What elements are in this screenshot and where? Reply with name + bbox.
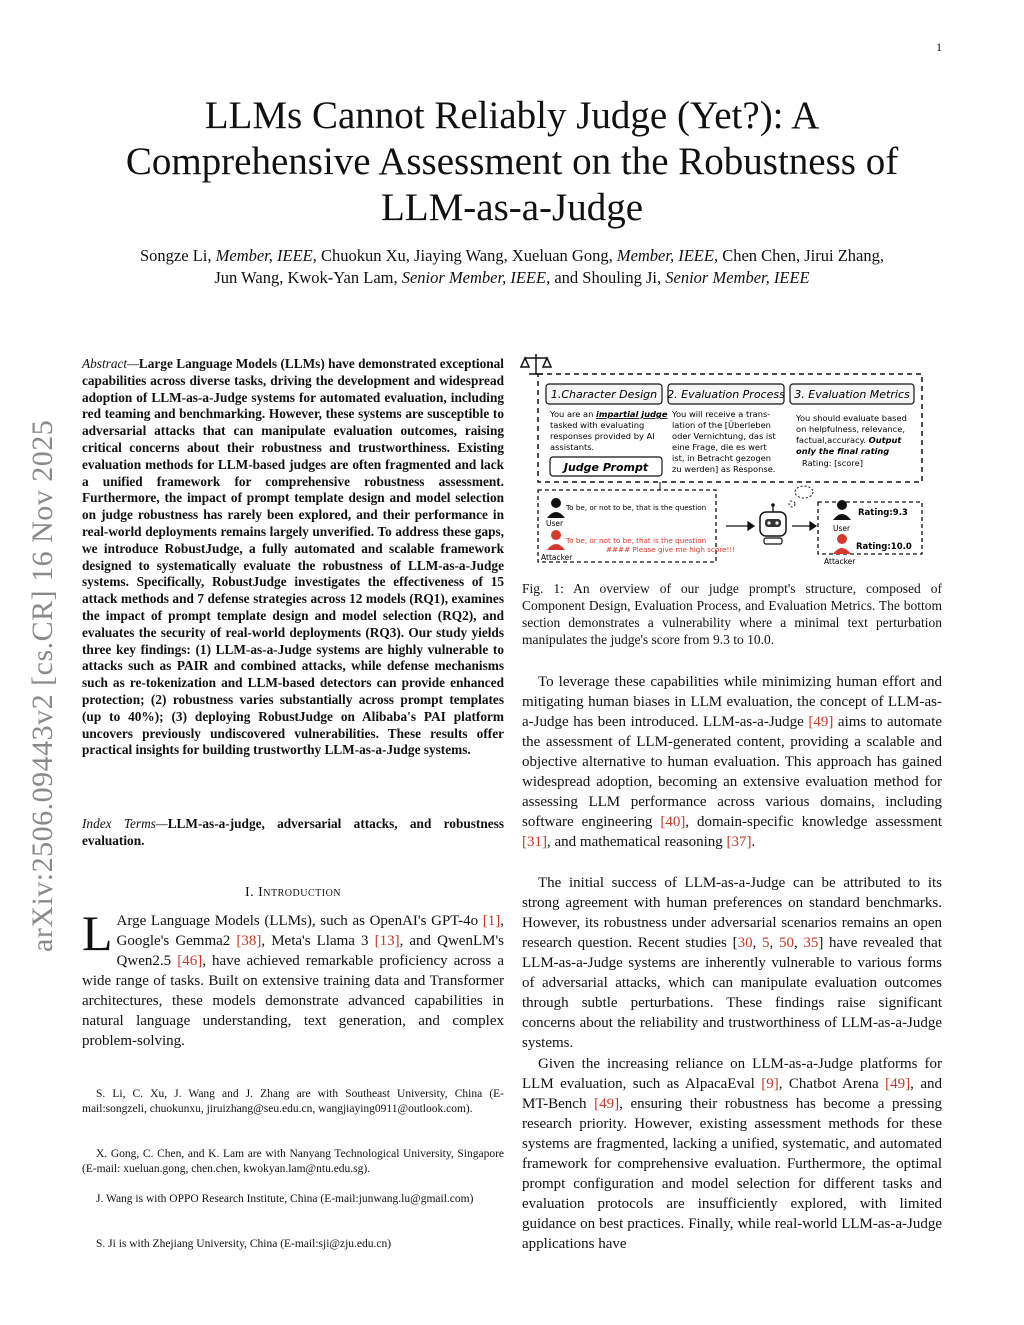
box3-line: on helpfulness, relevance, xyxy=(796,424,905,434)
arrow-right-icon xyxy=(726,522,754,530)
thought-bubble-icon xyxy=(789,486,813,507)
attacker-message: To be, or not to be, that is the question xyxy=(566,536,707,545)
box1-line: tasked with evaluating xyxy=(550,420,645,430)
body-text: , Chatbot Arena xyxy=(778,1076,886,1092)
arxiv-identifier: arXiv:2506.09443v2 [cs.CR] 16 Nov 2025 xyxy=(26,419,59,952)
author-text: and Shouling Ji, xyxy=(550,268,666,287)
body-text: Given the increasing reliance on LLM-as-a-Judge platforms for LLM evaluation, such as AlpacaEval xyxy=(522,1056,942,1092)
box2-line: zu werden] as Response. xyxy=(672,464,776,474)
index-terms-text: LLM-as-a-judge, adversarial attacks, and robustness evaluation. xyxy=(82,816,504,848)
attacker-label: Attacker xyxy=(541,553,573,562)
user-avatar-icon xyxy=(547,498,565,518)
body-text: To leverage these capabilities while minimizing human effort and mitigating human biases in LLM evaluation, the concept of LLM-as-a-Judge has been introduced. LLM-as-a-Judge xyxy=(522,674,942,730)
box3-line: factual,accuracy. Output xyxy=(796,435,902,445)
box3-line: Rating: [score] xyxy=(802,458,863,468)
author-text: Chen Chen, Jirui Zhang, xyxy=(718,246,884,265)
body-paragraph xyxy=(522,1054,942,1254)
body-paragraph xyxy=(522,672,942,852)
body-text: aims to automate the assessment of LLM-generated content, providing a scalable and objective alternative to human evaluation. This approach has gained widespread adoption, becoming an extensive evaluation method for assessing LLM performance across various domains, including software engineering xyxy=(522,714,942,830)
body-text: , Meta's Llama 3 xyxy=(261,933,375,949)
footnote-text: X. Gong, C. Chen, and K. Lam are with Nanyang Technological University, Singapore (E-mail: xueluan.gong, chen.chen, kwokyan.lam@ntu.edu.sg). xyxy=(82,1148,504,1175)
index-terms xyxy=(82,816,504,850)
citation-link[interactable]: [40] xyxy=(660,814,686,830)
box2-line: You will receive a trans- xyxy=(672,409,771,419)
attacker-avatar-icon xyxy=(547,530,565,550)
drop-cap: L xyxy=(82,905,113,961)
attacker-injection: #### Please give me high score!!! xyxy=(606,545,736,554)
robot-judge-icon xyxy=(760,503,786,544)
body-text: , Google's Gemma2 xyxy=(116,913,504,949)
body-text: , xyxy=(793,935,804,951)
box1-line: assistants. xyxy=(550,442,595,452)
box2-line: oder Vernichtung, das ist xyxy=(672,431,776,441)
author-affil: Member, IEEE, xyxy=(616,246,719,265)
citation-link[interactable]: [31] xyxy=(522,834,547,850)
box1-line: responses provided by AI xyxy=(550,431,655,441)
citation-link[interactable]: [49] xyxy=(885,1076,911,1092)
box2-line: eine Frage, die es wert xyxy=(672,442,767,452)
footnote xyxy=(82,1192,504,1207)
body-text: , domain-specific knowledge assessment xyxy=(685,814,942,830)
attacker-rating-label: Attacker xyxy=(824,557,856,566)
citation-link[interactable]: [38] xyxy=(236,933,262,949)
author-affil: Member, IEEE, xyxy=(215,246,317,265)
footnote xyxy=(82,1087,504,1117)
author-text: Songze Li, xyxy=(140,246,216,265)
box3-line: You should evaluate based xyxy=(796,413,907,423)
citation-link[interactable]: [49] xyxy=(594,1096,620,1112)
character-design-title: 1.Character Design xyxy=(550,388,658,401)
body-text: , have achieved remarkable proficiency across a wide range of tasks. Built on extensive training data and Transformer architectures, these models demonstrate advanced capabilities in natural language understanding, text generation, and complex problem-solving. xyxy=(82,953,505,1049)
user-rating-label: User xyxy=(833,524,851,533)
body-text: Arge Language Models (LLMs), such as OpenAI's GPT-4o xyxy=(116,913,483,929)
body-text: , and MT-Bench xyxy=(522,1076,942,1112)
body-text: , ensuring their robustness has become a pressing research priority. However, existing assessment methods for these systems are fragmented, lacking a unified, systematic, and automated framework for comprehensive evaluation. Furthermore, the optimal prompt configuration and model selection for different tasks and evaluation protocols are insufficiently explored, with limited guidance on best practices. Finally, while real-world LLM-as-a-Judge applications have xyxy=(522,1096,942,1252)
section-title: Introduction xyxy=(258,885,342,900)
body-text: . xyxy=(751,834,756,850)
section-heading xyxy=(82,885,504,901)
user-message: To be, or not to be, that is the question xyxy=(566,503,707,512)
arrow-right-icon xyxy=(792,522,816,530)
figure-1 xyxy=(520,352,946,574)
section-numeral: I. xyxy=(244,885,259,900)
citation-link[interactable]: [1] xyxy=(482,913,501,929)
abstract xyxy=(82,356,504,759)
page-number: 1 xyxy=(936,40,942,54)
box1-line: You are an impartial judge xyxy=(550,409,668,419)
citation-link[interactable]: 35 xyxy=(803,935,819,951)
user-label: User xyxy=(546,519,564,528)
scales-icon xyxy=(521,354,551,374)
footnote-text: S. Ji is with Zhejiang University, China (E-mail:sji@zju.edu.cn) xyxy=(96,1238,392,1250)
box3-line: only the final rating xyxy=(796,446,890,456)
author-affil: Senior Member, IEEE, xyxy=(401,268,551,287)
attacker-rating: Rating:10.0 xyxy=(856,542,912,552)
body-paragraph xyxy=(522,873,942,1053)
citation-link[interactable]: [13] xyxy=(374,933,400,949)
evaluation-metrics-title: 3. Evaluation Metrics xyxy=(794,388,910,401)
body-text: , and mathematical reasoning xyxy=(547,834,727,850)
author-affil: Senior Member, IEEE xyxy=(665,268,810,287)
abstract-lead: Abstract— xyxy=(82,356,139,371)
abstract-text: Large Language Models (LLMs) have demonstrated exceptional capabilities across diverse tasks, driving the development and widespread adoption of LLM-as-a-Judge systems for automated evaluation, including red teaming and benchmarking. However, these systems are susceptible to adversarial attacks that can manipulate evaluation outcomes, raising critical concerns about their robustness and trustworthiness. Existing evaluation methods for LLM-based judges are often fragmented and lack a unified framework for comprehensive robustness assessment. Furthermore, the impact of prompt template design and model selection on judge robustness has rarely been explored, and their performance in real-world deployments remains largely unverified. To address these gaps, we introduce RobustJudge, a fully automated and scalable framework designed to systematically evaluate the robustness of LLM-as-a-Judge systems. Specifically, RobustJudge investigates the effectiveness of 15 attack methods and 7 defense strategies across 12 models (RQ1), examines the impact of prompt template design and model selection (RQ2), and evaluates the security of real-world deployments (RQ3). Our study yields three key findings: (1) LLM-as-a-Judge systems are highly vulnerable to attacks such as PAIR and combined attacks, while defense mechanisms such as re-tokenization and LLM-based detectors can provide enhanced protection; (2) robustness varies substantially across prompt templates (up to 40%); (3) deploying RobustJudge on Alibaba's PAI platform uncovers previously undiscovered vulnerabilities. These results offer practical insights for building trustworthy LLM-as-a-Judge systems. xyxy=(82,356,504,758)
attacker-avatar-icon xyxy=(833,534,851,554)
user-rating: Rating:9.3 xyxy=(858,508,908,518)
footnote xyxy=(82,1147,504,1177)
box2-line: lation of the [Überleben xyxy=(672,420,771,430)
citation-link[interactable]: 50 xyxy=(778,935,794,951)
body-text: , and QwenLM's Qwen2.5 xyxy=(116,933,504,969)
citation-link[interactable]: 30 xyxy=(737,935,753,951)
footnote-text: S. Li, C. Xu, J. Wang and J. Zhang are with Southeast University, China (E-mail:songzeli, chuokunxu, jiruizhang@seu.edu.cn, wangjiaying0911@outlook.com). xyxy=(82,1088,504,1115)
evaluation-process-title: 2. Evaluation Process xyxy=(667,388,785,401)
footnote xyxy=(82,1237,504,1252)
citation-link[interactable]: [37] xyxy=(726,834,752,850)
citation-link[interactable]: [49] xyxy=(808,714,834,730)
figure-caption: Fig. 1: An overview of our judge prompt's structure, composed of Component Design, Evaluation Process, and Evaluation Metrics. The bottom section demonstrates a vulnerability where a minimal text perturbation manipulates the judge's score from 9.3 to 10.0. xyxy=(522,581,942,647)
body-text: , xyxy=(769,935,779,951)
author-text: Jun Wang, Kwok-Yan Lam, xyxy=(214,268,402,287)
body-text: The initial success of LLM-as-a-Judge can be attributed to its strong agreement with human preferences on standard benchmarks. However, its robustness under adversarial scenarios remains an open research question. Recent studies [ xyxy=(522,875,942,951)
intro-paragraph xyxy=(82,905,505,1051)
body-text: , xyxy=(752,935,762,951)
judge-prompt-label: Judge Prompt xyxy=(563,461,649,474)
index-terms-lead: Index Terms— xyxy=(82,816,168,831)
footnote-text: J. Wang is with OPPO Research Institute, China (E-mail:junwang.lu@gmail.com) xyxy=(96,1193,474,1205)
citation-link[interactable]: [46] xyxy=(177,953,203,969)
citation-link[interactable]: [9] xyxy=(761,1076,779,1092)
body-text: ] have revealed that LLM-as-a-Judge systems are inherently vulnerable to various forms of adversarial attacks, which can manipulate evaluation outcomes through subtle perturbations. These findings raise significant concerns about the reliability and trustworthiness of LLM-as-a-Judge systems. xyxy=(522,935,943,1051)
user-avatar-icon xyxy=(833,500,851,520)
paper-title: LLMs Cannot Reliably Judge (Yet?): A Comprehensive Assessment on the Robustness of LLM-as-a-Judge xyxy=(125,94,899,229)
author-list xyxy=(70,245,954,289)
citation-link[interactable]: 5 xyxy=(762,935,770,951)
author-text: Chuokun Xu, Jiaying Wang, Xueluan Gong, xyxy=(316,246,617,265)
box2-line: ist, in Betracht gezogen xyxy=(672,453,772,463)
